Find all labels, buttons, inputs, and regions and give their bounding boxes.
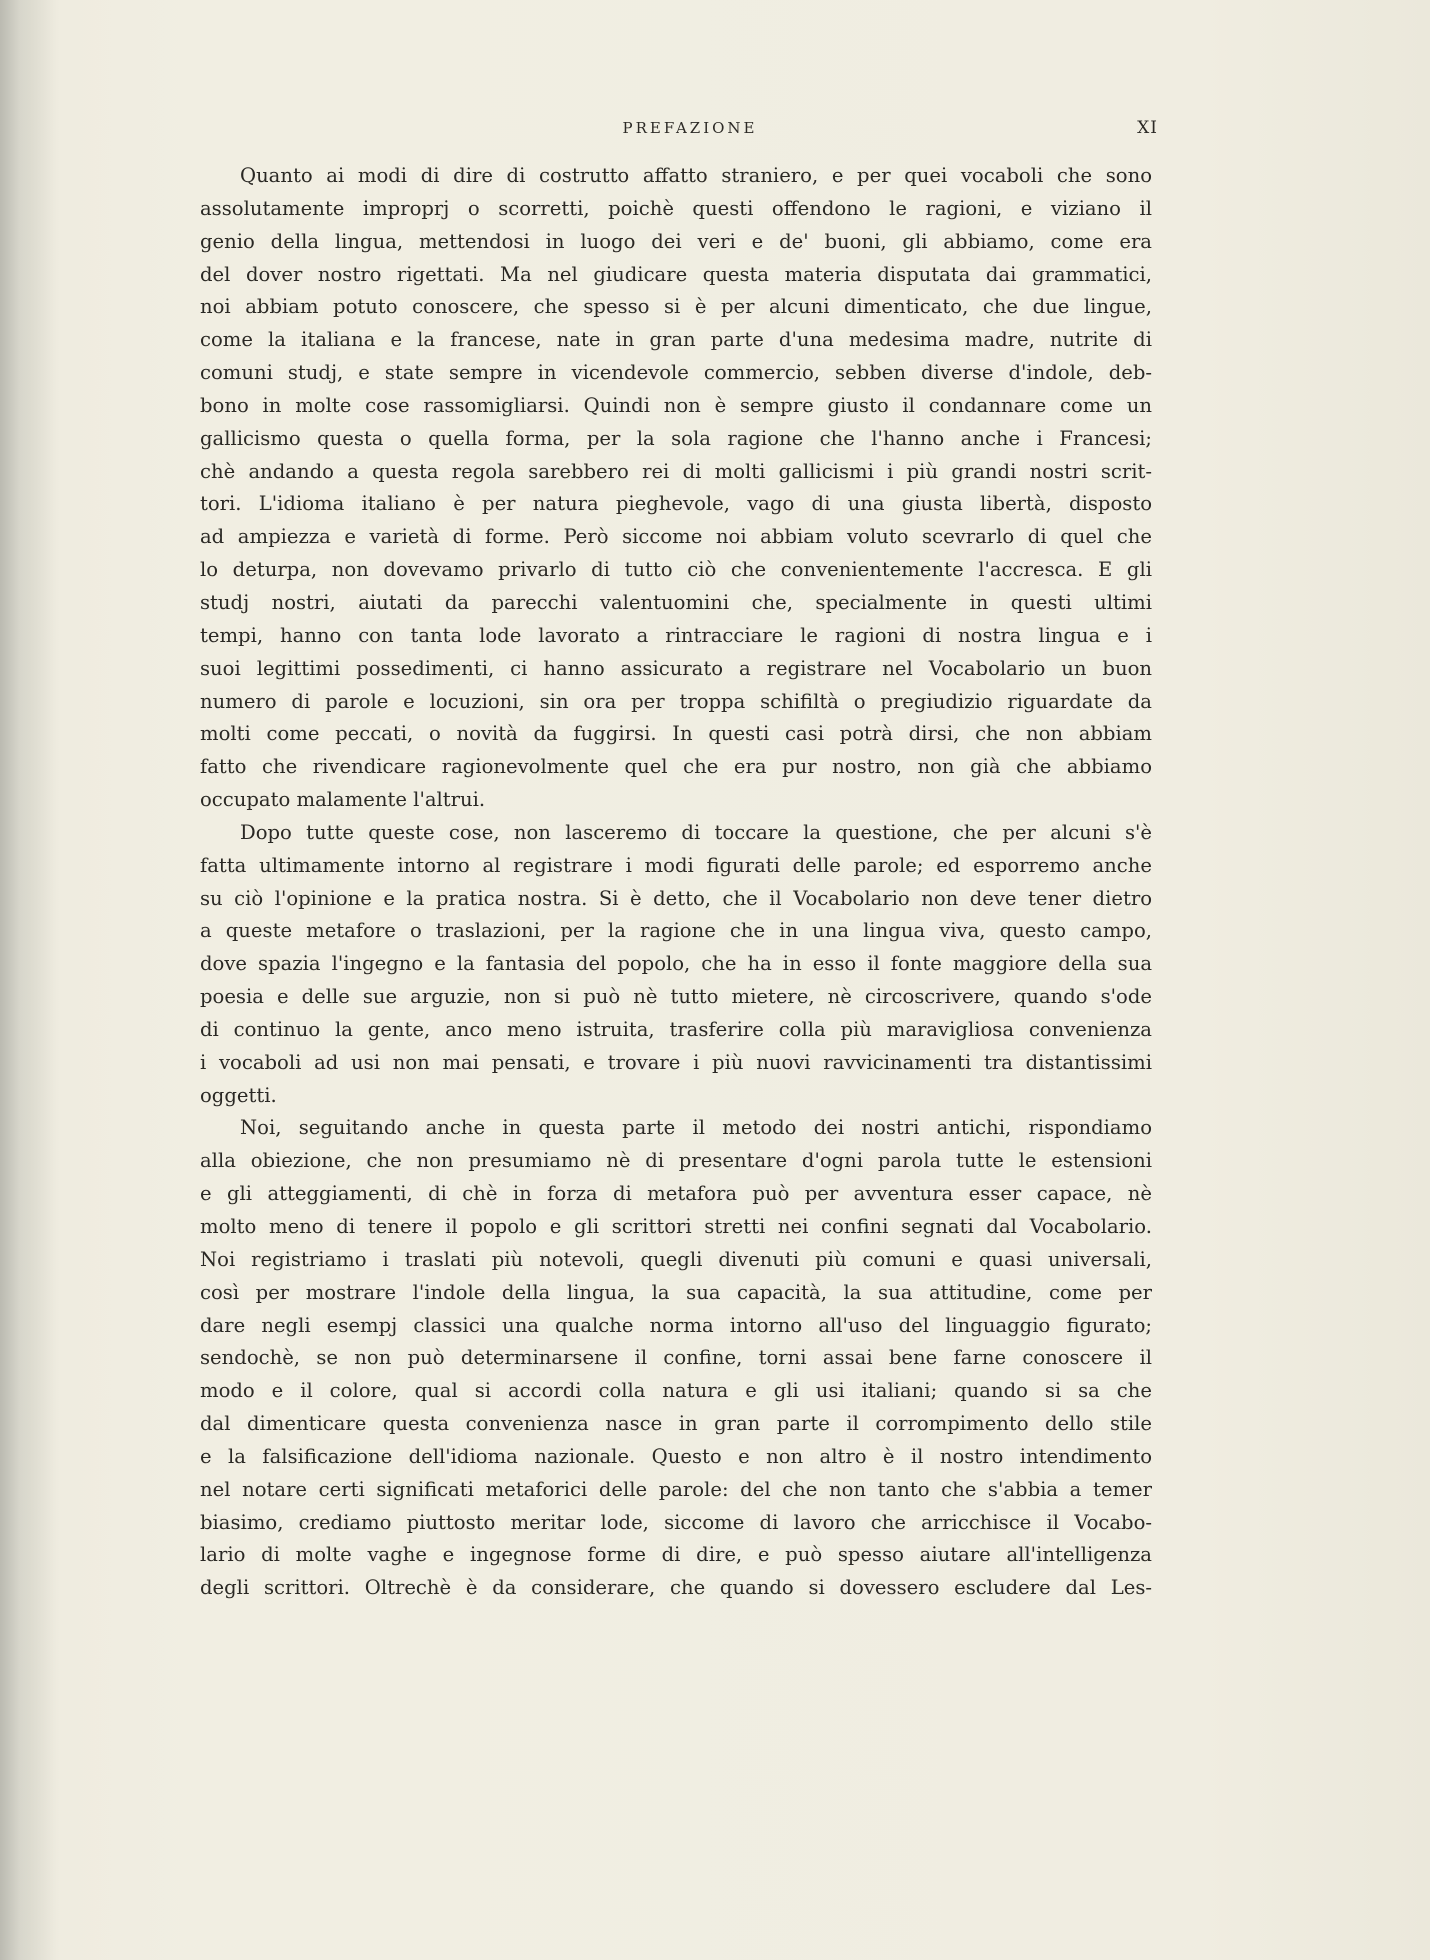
text-line: fatta ultimamente intorno al registrare i modi figurati delle parole; ed esporremo anche — [200, 853, 1152, 877]
text-line: come la italiana e la francese, nate in gran parte d'una medesima madre, nutrite di — [200, 328, 1152, 352]
text-line: di continuo la gente, anco meno istruita, trasferire colla più maravigliosa convenienza — [200, 1017, 1152, 1041]
text-line: fatto che rivendicare ragionevolmente quel che era pur nostro, non già che abbiamo — [200, 755, 1152, 779]
text-line: ad ampiezza e varietà di forme. Però siccome noi abbiam voluto scevrarlo di quel che — [200, 525, 1152, 549]
text-line: genio della lingua, mettendosi in luogo dei veri e de' buoni, gli abbiamo, come era — [200, 229, 1152, 253]
text-line: dove spazia l'ingegno e la fantasia del popolo, che ha in esso il fonte maggiore della sua — [200, 952, 1152, 976]
page-number: XI — [1137, 118, 1158, 138]
text-line: poesia e delle sue arguzie, non si può nè tutto mietere, nè circoscrivere, quando s'ode — [200, 985, 1152, 1009]
text-line: così per mostrare l'indole della lingua, la sua capacità, la sua attitudine, come per — [200, 1280, 1152, 1304]
text-line: su ciò l'opinione e la pratica nostra. Si è detto, che il Vocabolario non deve tener dietro — [200, 886, 1152, 910]
text-line: bono in molte cose rassomigliarsi. Quindi non è sempre giusto il condannare come un — [200, 393, 1152, 417]
text-line: occupato malamente l'altrui. — [200, 788, 486, 812]
text-line: chè andando a questa regola sarebbero rei di molti gallicismi i più grandi nostri scrit- — [200, 459, 1152, 483]
text-line: tempi, hanno con tanta lode lavorato a rintracciare le ragioni di nostra lingua e i — [200, 623, 1152, 647]
text-line: Noi, seguitando anche in questa parte il metodo dei nostri antichi, rispondiamo — [240, 1116, 1152, 1140]
text-line: Quanto ai modi di dire di costrutto affatto straniero, e per quei vocaboli che sono — [240, 164, 1152, 187]
text-line: Dopo tutte queste cose, non lasceremo di toccare la questione, che per alcuni s'è — [240, 820, 1152, 844]
text-line: i vocaboli ad usi non mai pensati, e trovare i più nuovi ravvicinamenti tra distantissimi — [200, 1050, 1152, 1074]
text-line: gallicismo questa o quella forma, per la sola ragione che l'hanno anche i Francesi; — [200, 426, 1152, 450]
text-line: sendochè, se non può determinarsene il confine, torni assai bene farne conoscere il — [200, 1346, 1152, 1370]
text-line: oggetti. — [200, 1083, 277, 1107]
paragraph-2 — [200, 817, 1152, 1113]
text-line: molto meno di tenere il popolo e gli scrittori stretti nei confini segnati dal Vocabolario. — [200, 1215, 1152, 1238]
text-line: noi abbiam potuto conoscere, che spesso si è per alcuni dimenticato, che due lingue, — [200, 295, 1152, 319]
text-line: degli scrittori. Oltrechè è da considerare, che quando si dovessero escludere dal Les- — [200, 1576, 1152, 1600]
text-line: comuni studj, e state sempre in vicendevole commercio, sebben diverse d'indole, deb- — [200, 361, 1152, 385]
body-text — [200, 160, 1152, 1605]
text-line: molti come peccati, o novità da fuggirsi. In questi casi potrà dirsi, che non abbiam — [200, 722, 1152, 746]
binding-gutter-shadow — [0, 0, 55, 1960]
page-header — [200, 117, 1180, 141]
text-line: numero di parole e locuzioni, sin ora per troppa schifiltà o pregiudizio riguardate da — [200, 689, 1152, 713]
text-line: studj nostri, aiutati da parecchi valentuomini che, specialmente in questi ultimi — [200, 590, 1152, 614]
text-line: modo e il colore, qual si accordi colla natura e gli usi italiani; quando si sa che — [200, 1379, 1152, 1403]
paragraph-3 — [200, 1112, 1152, 1605]
text-line: alla obiezione, che non presumiamo nè di presentare d'ogni parola tutte le estensioni — [200, 1149, 1152, 1173]
text-line: Noi registriamo i traslati più notevoli, quegli divenuti più comuni e quasi universali, — [200, 1247, 1152, 1271]
text-line: lario di molte vaghe e ingegnose forme di dire, e può spesso aiutare all'intelligenza — [200, 1543, 1152, 1567]
text-line: lo deturpa, non dovevamo privarlo di tutto ciò che convenientemente l'accresca. E gli — [200, 558, 1152, 582]
text-line: e la falsificazione dell'idioma nazionale. Questo e non altro è il nostro intendimento — [200, 1444, 1152, 1468]
running-title: PREFAZIONE — [622, 119, 758, 137]
text-line: dare negli esempj classici una qualche norma intorno all'uso del linguaggio figurato; — [200, 1313, 1152, 1337]
paragraph-1 — [200, 160, 1152, 817]
text-line: assolutamente improprj o scorretti, poichè questi offendono le ragioni, e viziano il — [200, 196, 1152, 220]
text-line: dal dimenticare questa convenienza nasce in gran parte il corrompimento dello stile — [200, 1412, 1152, 1436]
text-line: nel notare certi significati metaforici delle parole: del che non tanto che s'abbia a temer — [200, 1477, 1152, 1501]
text-line: tori. L'idioma italiano è per natura pieghevole, vago di una giusta libertà, disposto — [200, 492, 1152, 516]
text-line: suoi legittimi possedimenti, ci hanno assicurato a registrare nel Vocabolario un buon — [200, 656, 1152, 680]
text-line: biasimo, crediamo piuttosto meritar lode, siccome di lavoro che arricchisce il Vocabo- — [200, 1510, 1152, 1534]
text-line: a queste metafore o traslazioni, per la ragione che in una lingua viva, questo campo, — [200, 919, 1152, 943]
text-line: e gli atteggiamenti, di chè in forza di metafora può per avventura esser capace, nè — [200, 1182, 1152, 1206]
text-line: del dover nostro rigettati. Ma nel giudicare questa materia disputata dai grammatici, — [200, 262, 1152, 286]
